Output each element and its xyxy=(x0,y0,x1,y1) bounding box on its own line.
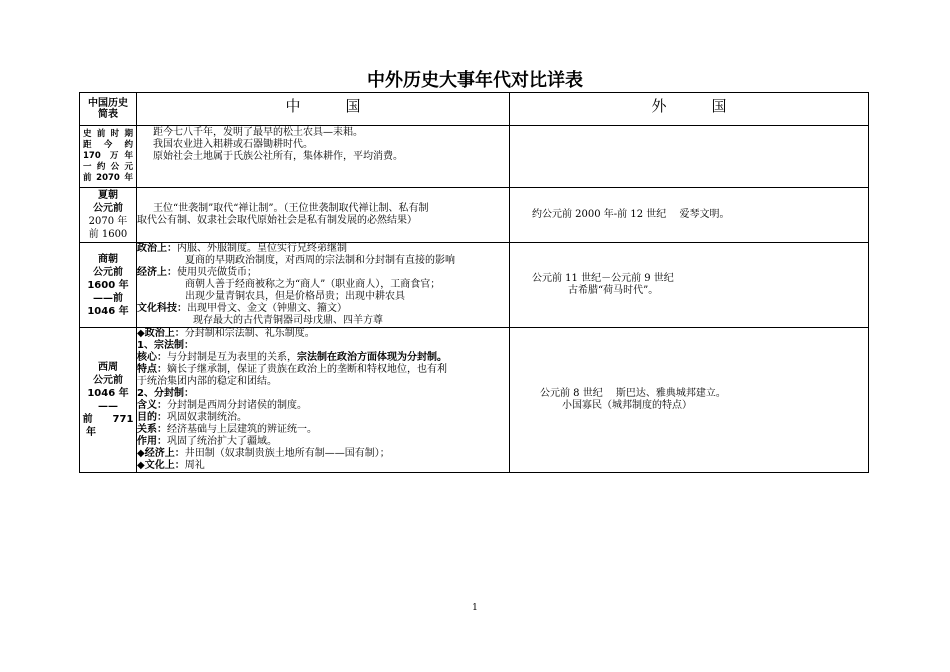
header-foreign: 外 国 xyxy=(510,93,869,126)
text-line: 古希腊“荷马时代”。 xyxy=(568,285,659,296)
label-line: 前2070年 xyxy=(83,173,133,183)
label-line: —— xyxy=(98,401,118,412)
text-line: 公元前 8 世纪 斯巴达、雅典城邦建立。 xyxy=(540,388,726,399)
core-label: 核心： xyxy=(137,352,167,363)
goal-label: 目的： xyxy=(137,412,167,423)
text-line: 分封制和宗法制、礼乐制度。 xyxy=(184,328,315,339)
text-line: 王位“世袭制”取代“禅让制”。（王位世袭制取代禅让制、私有制 xyxy=(153,203,429,214)
effect-label: 作用： xyxy=(137,436,167,447)
label-line: 1046 年 xyxy=(87,388,129,399)
period-label xyxy=(80,328,137,473)
label-line: 170 万年 xyxy=(83,151,133,161)
label-line: 公元前 xyxy=(93,375,123,386)
text-line: 出现少量青铜农具，但是价格昂贵；出现中耕农具 xyxy=(185,291,405,302)
foreign-cell xyxy=(510,243,869,328)
text-line: 出现甲骨文、金文（钟鼎文、籀文） xyxy=(187,303,347,314)
text-line-bold: 宗法制在政治方面体现为分封制。 xyxy=(297,352,447,363)
comparison-table xyxy=(79,92,869,473)
text-line: 现存最大的古代青铜器司母戊鼎、四羊方尊 xyxy=(193,315,383,326)
text-line: 巩固了统治扩大了疆域。 xyxy=(167,436,277,447)
period-label xyxy=(80,243,137,328)
text-line: 井田制（奴隶制贵族土地所有制——国有制）； xyxy=(184,448,390,459)
text-line: 内服、外服制度。皇位实行兄终弟继制 xyxy=(177,243,347,254)
meaning-label: 含义： xyxy=(137,400,167,411)
header-col0 xyxy=(80,93,137,126)
label-line: 夏朝 xyxy=(98,190,118,201)
label-line: 年 xyxy=(86,427,96,438)
text-line: 使用贝壳做货币； xyxy=(177,267,257,278)
politics-label: 政治上： xyxy=(137,243,177,254)
text-line: 小国寡民（城邦制度的特点） xyxy=(562,400,692,411)
table-row xyxy=(80,126,869,188)
label-line: ——前 xyxy=(93,292,123,304)
china-cell xyxy=(137,188,510,243)
text-line: 巩固奴隶制统治。 xyxy=(167,412,247,423)
section-heading: 1、宗法制： xyxy=(137,340,194,351)
text-line: 距今七八千年，发明了最早的松土农具—耒耜。 xyxy=(153,127,363,138)
text-line: 于统治集团内部的稳定和团结。 xyxy=(137,376,277,387)
table-row xyxy=(80,328,869,473)
text-line: 我国农业进入耜耕或石器锄耕时代。 xyxy=(153,139,313,150)
feature-label: 特点： xyxy=(137,364,167,375)
text-line: 与分封制是互为表里的关系， xyxy=(167,352,297,363)
label-line: 距 今 约 xyxy=(83,140,133,150)
china-cell xyxy=(137,328,510,473)
text-line: 夏商的早期政治制度，对西周的宗法制和分封制有直接的影响 xyxy=(185,255,455,266)
china-cell xyxy=(137,126,510,188)
label-line: 西周 xyxy=(98,362,118,373)
relation-label: 关系： xyxy=(137,424,167,435)
china-cell xyxy=(137,243,510,328)
label-line: 2070 年 xyxy=(88,216,128,227)
header-col0-line2: 简表 xyxy=(98,109,118,120)
culture-label: 文化科技： xyxy=(137,303,187,314)
politics-label: ◆政治上： xyxy=(137,328,185,339)
label-line: 公元前 xyxy=(93,203,123,214)
table-row xyxy=(80,188,869,243)
text-line: 取代公有制、奴隶社会取代原始社会是私有制发展的必然结果） xyxy=(137,215,417,226)
text-line: 公元前 11 世纪－公元前 9 世纪 xyxy=(532,273,674,284)
text-line: 经济基础与上层建筑的辨证统一。 xyxy=(167,424,317,435)
text-line: 原始社会土地属于氏族公社所有，集体耕作，平均消费。 xyxy=(153,151,403,162)
section-heading: 2、分封制： xyxy=(137,388,194,399)
text-line: 嫡长子继承制，保证了贵族在政治上的垄断和特权地位，也有利 xyxy=(167,364,447,375)
label-line: 1600 年 xyxy=(87,279,129,291)
header-row xyxy=(80,93,869,126)
text-line: 周礼 xyxy=(184,460,205,471)
foreign-cell xyxy=(510,126,869,188)
header-china: 中 国 xyxy=(137,93,510,126)
table-row xyxy=(80,243,869,328)
foreign-cell xyxy=(510,328,869,473)
label-line: 前 771 xyxy=(82,414,134,425)
label-line: 商朝 xyxy=(98,253,118,265)
label-line: 前 1600 xyxy=(88,229,128,240)
economy-label: ◆经济上： xyxy=(137,448,185,459)
label-line: 1046 年 xyxy=(87,305,129,317)
text-line: 分封制是西周分封诸侯的制度。 xyxy=(167,400,307,411)
economy-label: 经济上： xyxy=(137,267,177,278)
page-number: 1 xyxy=(472,603,478,613)
foreign-cell: 约公元前 2000 年-前 12 世纪 爱琴文明。 xyxy=(510,188,869,243)
label-line: 公元前 xyxy=(93,266,123,278)
document-title: 中外历史大事年代对比详表 xyxy=(367,70,583,91)
header-col0-line1: 中国历史 xyxy=(88,98,128,109)
text-line: 商朝人善于经商被称之为“商人”（职业商人），工商食官； xyxy=(185,279,441,290)
period-label xyxy=(80,188,137,243)
period-label xyxy=(80,126,137,188)
label-line: 史前时期 xyxy=(83,129,133,139)
culture-label: ◆文化上： xyxy=(137,460,185,471)
label-line: 一约公元 xyxy=(83,162,133,172)
